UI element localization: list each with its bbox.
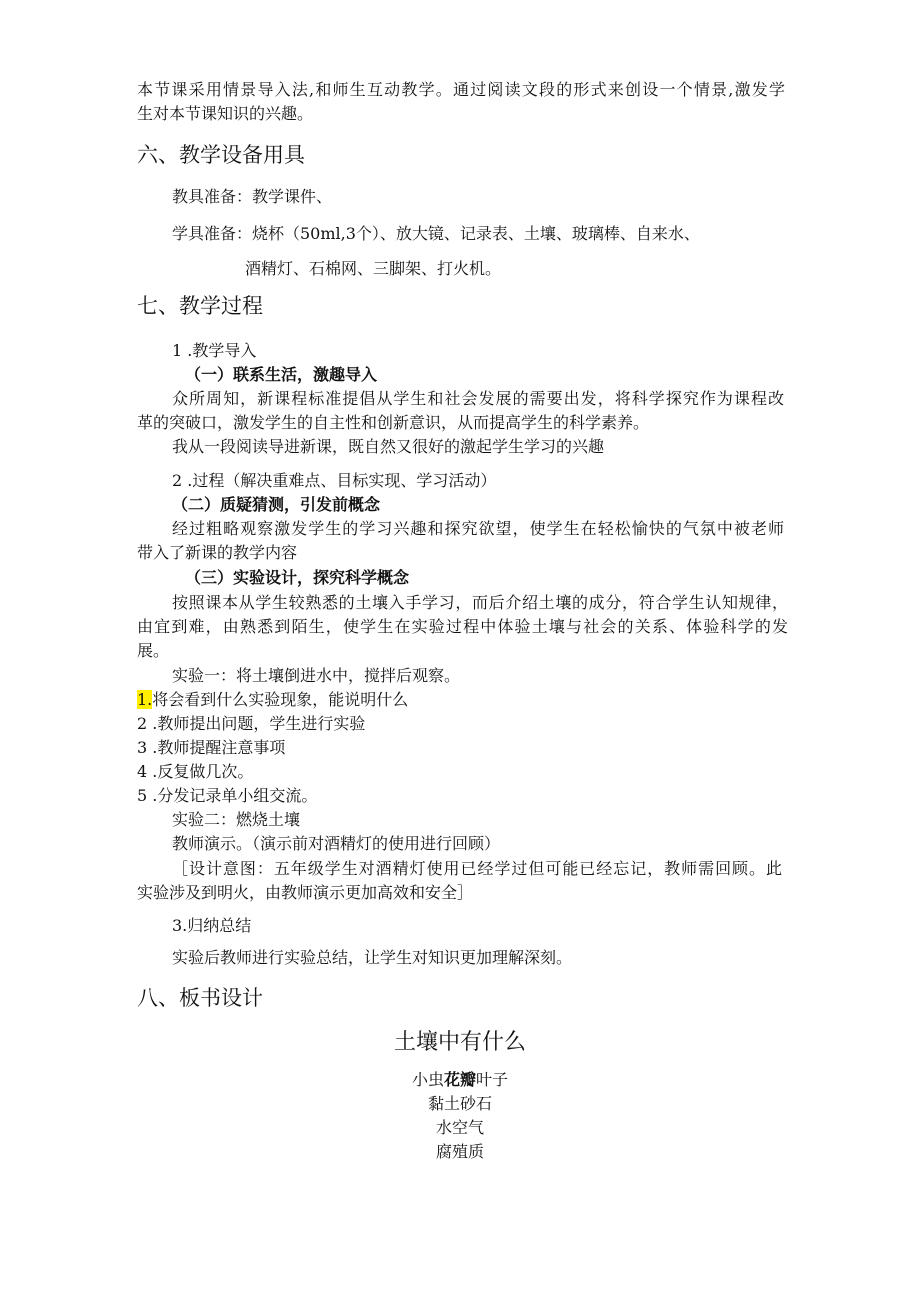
board-title: 土壤中有什么	[393, 1030, 526, 1055]
student-tools-line-1: 学具准备：烧杯（50ml,3个）、放大镜、记录表、土壤、玻璃棒、自来水、	[172, 224, 700, 243]
intro-line-2: 生对本节课知识的兴趣。	[137, 104, 314, 123]
step-4-text: 实验后教师进行实验总结，让学生对知识更加理解深刻。	[172, 948, 573, 967]
experiment-1-item-5: 5 .分发记录单小组交流。	[137, 786, 318, 805]
step-3-text-1: 按照课本从学生较熟悉的土壤入手学习，而后介绍土壤的成分，符合学生认知规律，	[172, 593, 788, 612]
board-word-petals: 花瓣	[443, 1070, 476, 1089]
board-row-3: 水空气	[435, 1118, 484, 1137]
step-3-text-2: 由宜到难，由熟悉到陌生，使学生在实验过程中体验土壤与社会的关系、体验科学的发	[137, 617, 788, 636]
student-tools-line-2: 酒精灯、石棉网、三脚架、打火机。	[245, 259, 502, 278]
step-1-text-1: 众所周知，新课程标准提倡从学生和社会发展的需要出发，将科学探究作为课程改	[172, 389, 784, 408]
step-1-subheading: （一）联系生活，激趣导入	[185, 365, 378, 384]
board-word-insects: 小虫	[411, 1070, 444, 1089]
board-word-leaves: 叶子	[476, 1070, 509, 1089]
step-1-text-2: 革的突破口，激发学生的自主性和创新意识，从而提高学生的科学素养。	[137, 413, 650, 432]
item-text: 将会看到什么实验现象，能说明什么	[152, 690, 409, 709]
experiment-1-item-2: 2 .教师提出问题，学生进行实验	[137, 714, 366, 733]
experiment-1-title: 实验一：将土壤倒进水中，搅拌后观察。	[172, 666, 461, 685]
section-6-heading: 六、教学设备用具	[137, 143, 305, 167]
experiment-1-item-3: 3 .教师提醒注意事项	[137, 738, 286, 757]
section-8-heading: 八、板书设计	[137, 986, 263, 1010]
step-2-subheading: （二）质疑猜测，引发前概念	[172, 495, 381, 514]
experiment-2-title: 实验二：燃烧土壤	[172, 810, 301, 829]
board-row-2: 黏土砂石	[427, 1094, 492, 1113]
step-2-text-1: 经过粗略观察激发学生的学习兴趣和探究欲望，使学生在轻松愉快的气氛中被老师	[172, 519, 784, 538]
step-4-label: 3.归纳总结	[172, 916, 252, 935]
step-2-label: 2 .过程（解决重难点、目标实现、学习活动）	[172, 471, 497, 490]
step-2-text-2: 带入了新课的教学内容	[137, 543, 298, 562]
step-1-label: 1 .教学导入	[172, 341, 257, 360]
intro-line-1: 本节课采用情景导入法,和师生互动教学。通过阅读文段的形式来创设一个情景,激发学	[137, 80, 785, 99]
design-intent-line-1: ［设计意图：五年级学生对酒精灯使用已经学过但可能已经忘记，教师需回顾。此	[172, 859, 782, 878]
board-row-4: 腐殖质	[435, 1142, 484, 1161]
step-3-subheading: （三）实验设计，探究科学概念	[185, 568, 410, 587]
section-7-heading: 七、教学过程	[137, 294, 263, 318]
experiment-1-item-1	[137, 688, 408, 712]
step-3-text-3: 展。	[137, 641, 170, 660]
step-1-text-3: 我从一段阅读导进新课，既自然又很好的激起学生学习的兴趣	[172, 437, 605, 456]
experiment-2-demo: 教师演示。（演示前对酒精灯的使用进行回顾）	[172, 834, 501, 853]
design-intent-line-2: 实验涉及到明火，由教师演示更加高效和安全］	[137, 883, 474, 902]
board-row-1	[0, 1068, 920, 1092]
teacher-tools: 教具准备：教学课件、	[172, 187, 333, 206]
experiment-1-item-4: 4 .反复做几次。	[137, 762, 254, 781]
highlighted-number: 1.	[137, 690, 153, 709]
